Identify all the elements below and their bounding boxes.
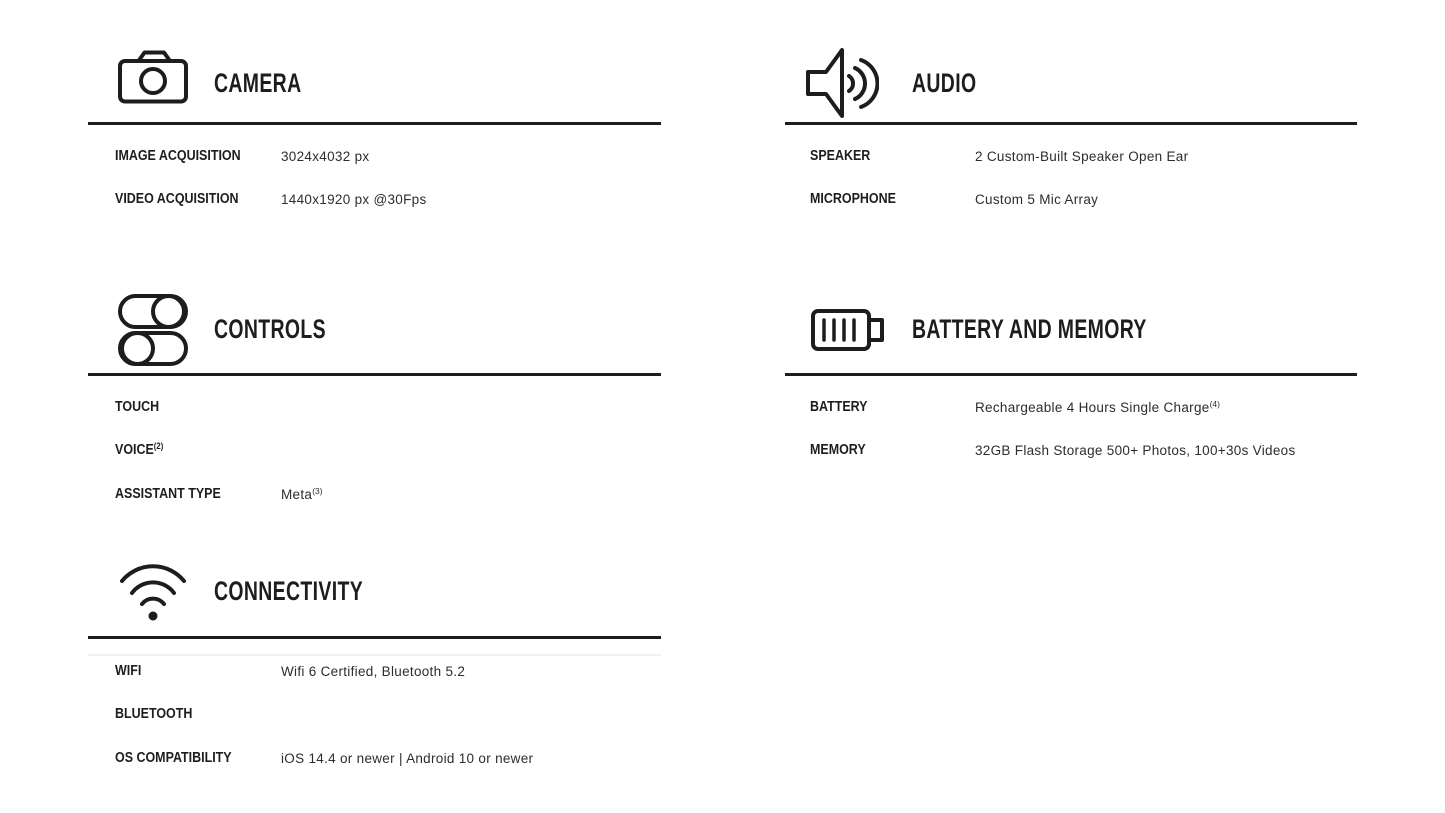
spec-row	[88, 191, 661, 211]
spec-label: VOICE$^{(2)}$	[115, 441, 164, 458]
spec-row	[88, 663, 661, 683]
spec-label: BLUETOOTH	[115, 706, 193, 722]
spec-value: 32GB Flash Storage 500+ Photos, 100+30s Videos	[975, 443, 1296, 458]
section-title-connectivity: CONNECTIVITY	[214, 576, 364, 606]
faint-divider	[88, 654, 661, 656]
section-camera	[88, 44, 661, 214]
spec-label: MICROPHONE	[810, 191, 896, 207]
spec-label: ASSISTANT TYPE	[115, 486, 221, 502]
spec-label: IMAGE ACQUISITION	[115, 148, 241, 164]
spec-value: Wifi 6 Certified, Bluetooth 5.2	[281, 664, 466, 679]
spec-label: BATTERY	[810, 399, 868, 415]
spec-label: VIDEO ACQUISITION	[115, 191, 239, 207]
camera-icon	[118, 50, 188, 104]
spec-label: WIFI	[115, 663, 142, 679]
section-title-controls: CONTROLS	[214, 314, 326, 344]
spec-row	[88, 706, 661, 726]
section-audio	[785, 44, 1357, 214]
spec-label: MEMORY	[810, 442, 866, 458]
section-divider	[88, 373, 661, 376]
section-connectivity	[88, 556, 661, 786]
spec-label: TOUCH	[115, 399, 160, 415]
spec-row	[785, 148, 1357, 168]
section-divider	[785, 373, 1357, 376]
section-battery-memory	[785, 293, 1357, 463]
speaker-icon	[805, 46, 879, 120]
spec-row	[88, 148, 661, 168]
spec-row	[88, 399, 661, 419]
spec-value: Meta$^{(3)}$	[281, 486, 323, 502]
footnote-marker: (4)	[1209, 399, 1220, 409]
section-divider	[88, 636, 661, 639]
section-controls	[88, 293, 661, 508]
spec-value: 3024x4032 px	[281, 149, 370, 164]
spec-label: SPEAKER	[810, 148, 871, 164]
spec-value: Custom 5 Mic Array	[975, 192, 1099, 207]
spec-value: 1440x1920 px @30Fps	[281, 192, 427, 207]
section-divider	[785, 122, 1357, 125]
spec-value: 2 Custom-Built Speaker Open Ear	[975, 149, 1189, 164]
spec-value: iOS 14.4 or newer | Android 10 or newer	[281, 751, 534, 766]
footnote-marker: (2)	[153, 441, 164, 451]
spec-row	[785, 191, 1357, 211]
spec-row	[88, 442, 661, 462]
spec-value: Rechargeable 4 Hours Single Charge$^{(4)}$	[975, 399, 1220, 415]
footnote-marker: (3)	[312, 486, 323, 496]
battery-icon	[811, 309, 885, 351]
toggle-switches-icon	[118, 294, 188, 366]
section-divider	[88, 122, 661, 125]
spec-row	[88, 750, 661, 770]
wifi-icon	[118, 559, 188, 623]
section-title-audio: AUDIO	[912, 68, 977, 98]
section-title-battery-memory: BATTERY AND MEMORY	[912, 314, 1147, 344]
spec-row	[785, 399, 1357, 419]
spec-row	[785, 442, 1357, 462]
section-title-camera: CAMERA	[214, 68, 302, 98]
spec-label: OS COMPATIBILITY	[115, 750, 232, 766]
spec-row	[88, 486, 661, 506]
